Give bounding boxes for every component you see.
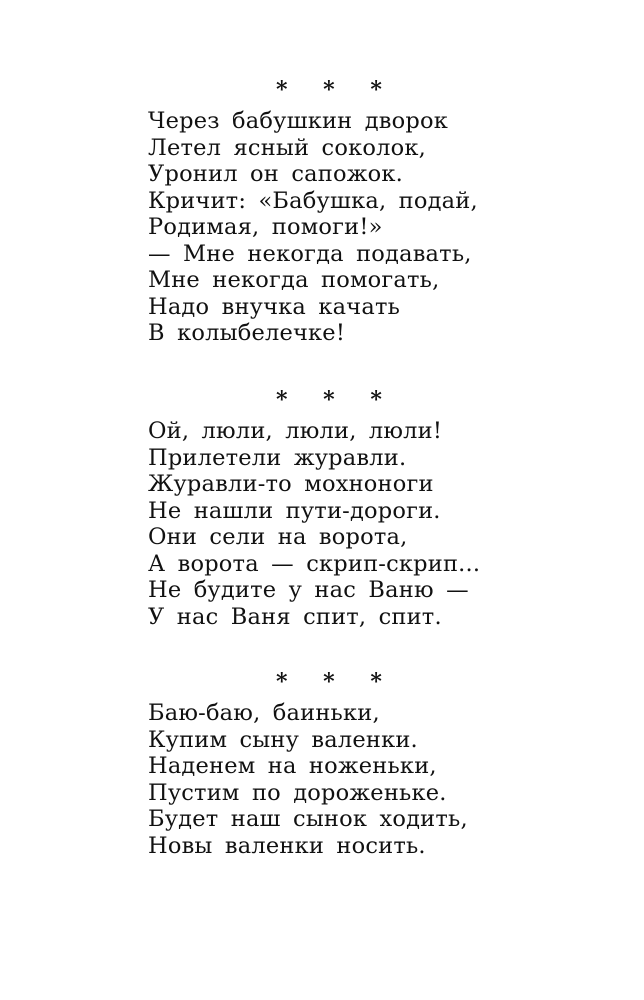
verse-line: Через бабушкин дворок: [148, 108, 448, 134]
verse-line: Родимая, помоги!»: [148, 214, 383, 240]
stanza-separator: * * *: [276, 77, 396, 103]
verse-line: А ворота — скрип-скрип...: [148, 550, 481, 577]
verse-line: У нас Ваня спит, спит.: [148, 603, 442, 630]
verse-line: Они сели на ворота,: [148, 524, 408, 550]
verse-line: Не будите у нас Ваню —: [148, 577, 469, 603]
verse-line: В колыбелечке!: [148, 320, 346, 346]
verse-line: Баю-баю, баиньки,: [148, 700, 380, 726]
verse-line: Уронил он сапожок.: [148, 161, 403, 187]
verse-line: — Мне некогда подавать,: [148, 240, 472, 267]
stanza-lines: [148, 108, 478, 347]
verse-line: Новы валенки носить.: [148, 832, 426, 859]
verse-line: Кричит: «Бабушка, подай,: [148, 187, 478, 214]
verse-line: Будет наш сынок ходить,: [148, 806, 468, 832]
verse-line: Надо внучка качать: [148, 293, 401, 320]
verse-line: Пустим по дороженьке.: [148, 779, 447, 806]
verse-line: Не нашли пути-дороги.: [148, 497, 441, 524]
stanza-lines: [148, 700, 468, 859]
verse-line: Наденем на ноженьки,: [148, 753, 437, 779]
stanza-separator: * * *: [276, 669, 396, 695]
verse-line: Ой, люли, люли, люли!: [148, 418, 443, 444]
verse-line: Журавли-то мохноноги: [148, 471, 434, 497]
verse-line: Прилетели журавли.: [148, 444, 407, 471]
stanza-separator: * * *: [276, 387, 396, 413]
stanza-lines: [148, 418, 480, 630]
verse-line: Мне некогда помогать,: [148, 267, 440, 293]
verse-line: Летел ясный соколок,: [148, 134, 426, 161]
verse-line: Купим сыну валенки.: [148, 726, 418, 753]
